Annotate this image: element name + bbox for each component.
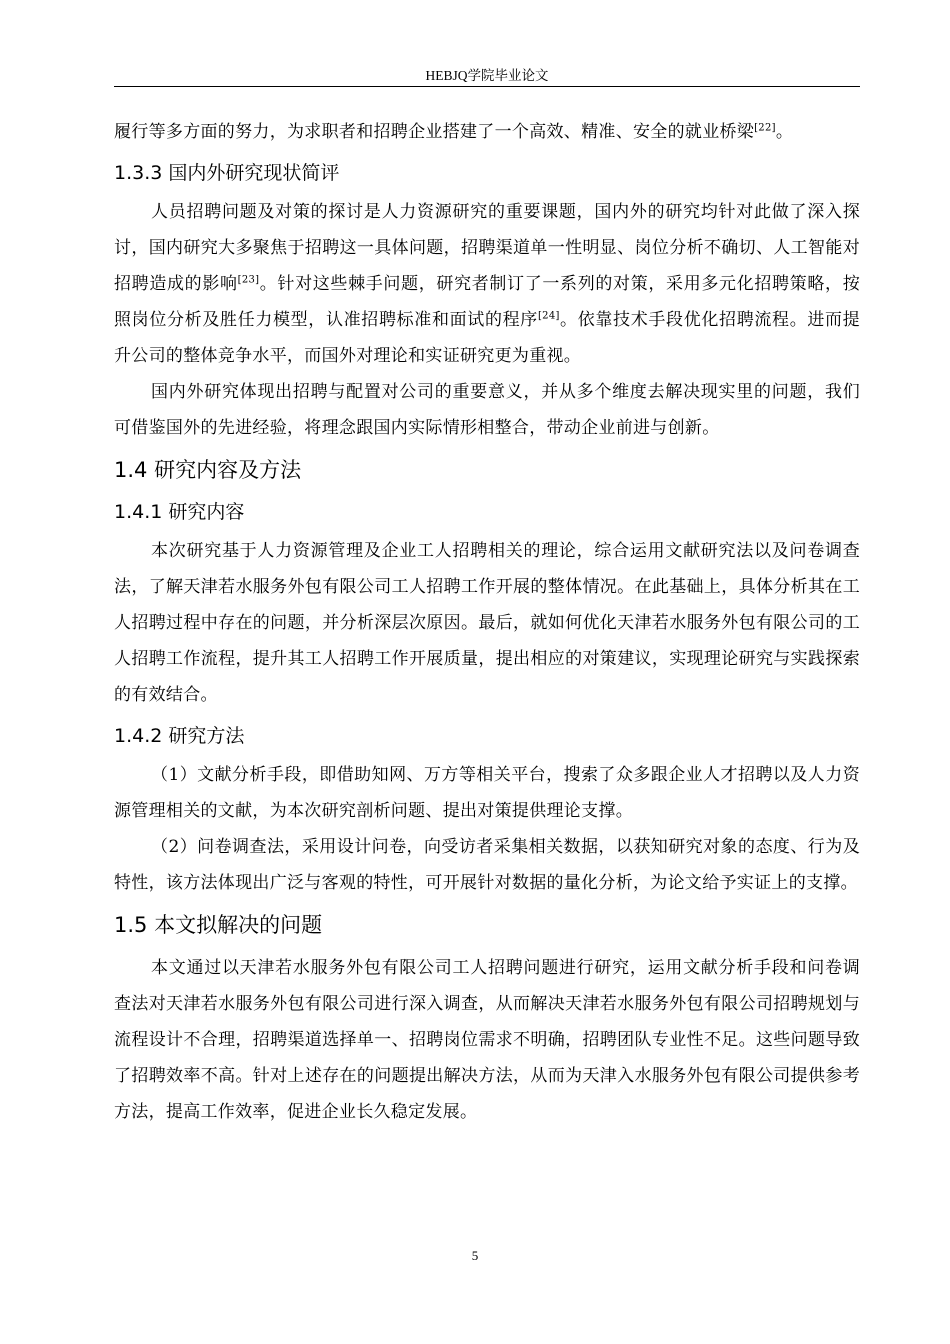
section-heading-1-4-1: 1.4.1 研究内容: [114, 501, 245, 523]
page-number: 5: [471, 1248, 479, 1263]
paragraph-research-content: 本次研究基于人力资源管理及企业工人招聘相关的理论，综合运用文献研究法以及问卷调查法，了解天津若水服务外包有限公司工人招聘工作开展的整体情况。在此基础上，具体分析其在工人招聘过程中存在的问题，并分析深层次原因。最后，就如何优化天津若水服务外包有限公司的工人招聘工作流程，提升其工人招聘工作开展质量，提出相应的对策建议，实现理论研究与实践探索的有效结合。: [114, 541, 860, 705]
page-body: [114, 114, 860, 1130]
citation-ref: [24]: [537, 310, 560, 322]
running-header: HEBJQ学院毕业论文: [425, 68, 549, 83]
citation-ref: [23]: [237, 274, 260, 286]
paragraph-research-significance: 国内外研究体现出招聘与配置对公司的重要意义，并从多个维度去解决现实里的问题，我们可借鉴国外的先进经验，将理念跟国内实际情形相整合，带动企业前进与创新。: [114, 382, 860, 438]
section-heading-1-4-2: 1.4.2 研究方法: [114, 725, 245, 747]
header-divider: [114, 86, 860, 87]
section-heading-1-5: 1.5 本文拟解决的问题: [114, 913, 323, 937]
paragraph-method-literature: （1）文献分析手段，即借助知网、万方等相关平台，搜索了众多跟企业人才招聘以及人力资源管理相关的文献，为本次研究剖析问题、提出对策提供理论支撑。: [114, 765, 860, 821]
section-heading-1-3-3: 1.3.3 国内外研究现状简评: [114, 162, 340, 184]
paragraph-problems: 本文通过以天津若水服务外包有限公司工人招聘问题进行研究，运用文献分析手段和问卷调查法对天津若水服务外包有限公司进行深入调查，从而解决天津若水服务外包有限公司招聘规划与流程设计不合理，招聘渠道选择单一、招聘岗位需求不明确，招聘团队专业性不足。这些问题导致了招聘效率不高。针对上述存在的问题提出解决方法，从而为天津入水服务外包有限公司提供参考方法，提高工作效率，促进企业长久稳定发展。: [114, 958, 860, 1122]
citation-ref: [22]: [754, 122, 776, 134]
paragraph-continuation: 履行等多方面的努力，为求职者和招聘企业搭建了一个高效、精准、安全的就业桥梁[22]。: [114, 122, 794, 142]
paragraph-method-survey: （2）问卷调查法，采用设计问卷，向受访者采集相关数据，以获知研究对象的态度、行为及特性，该方法体现出广泛与客观的特性，可开展针对数据的量化分析，为论文给予实证上的支撑。: [114, 837, 860, 893]
section-heading-1-4: 1.4 研究内容及方法: [114, 458, 302, 482]
paragraph-research-review: 人员招聘问题及对策的探讨是人力资源研究的重要课题，国内外的研究均针对此做了深入探讨，国内研究大多聚焦于招聘这一具体问题，招聘渠道单一性明显、岗位分析不确切、人工智能对招聘造成的影响[23]。针对这些棘手问题，研究者制订了一系列的对策，采用多元化招聘策略，按照岗位分析及胜任力模型，认准招聘标准和面试的程序[24]。依靠技术手段优化招聘流程。进而提升公司的整体竞争水平，而国外对理论和实证研究更为重视。: [114, 202, 860, 366]
